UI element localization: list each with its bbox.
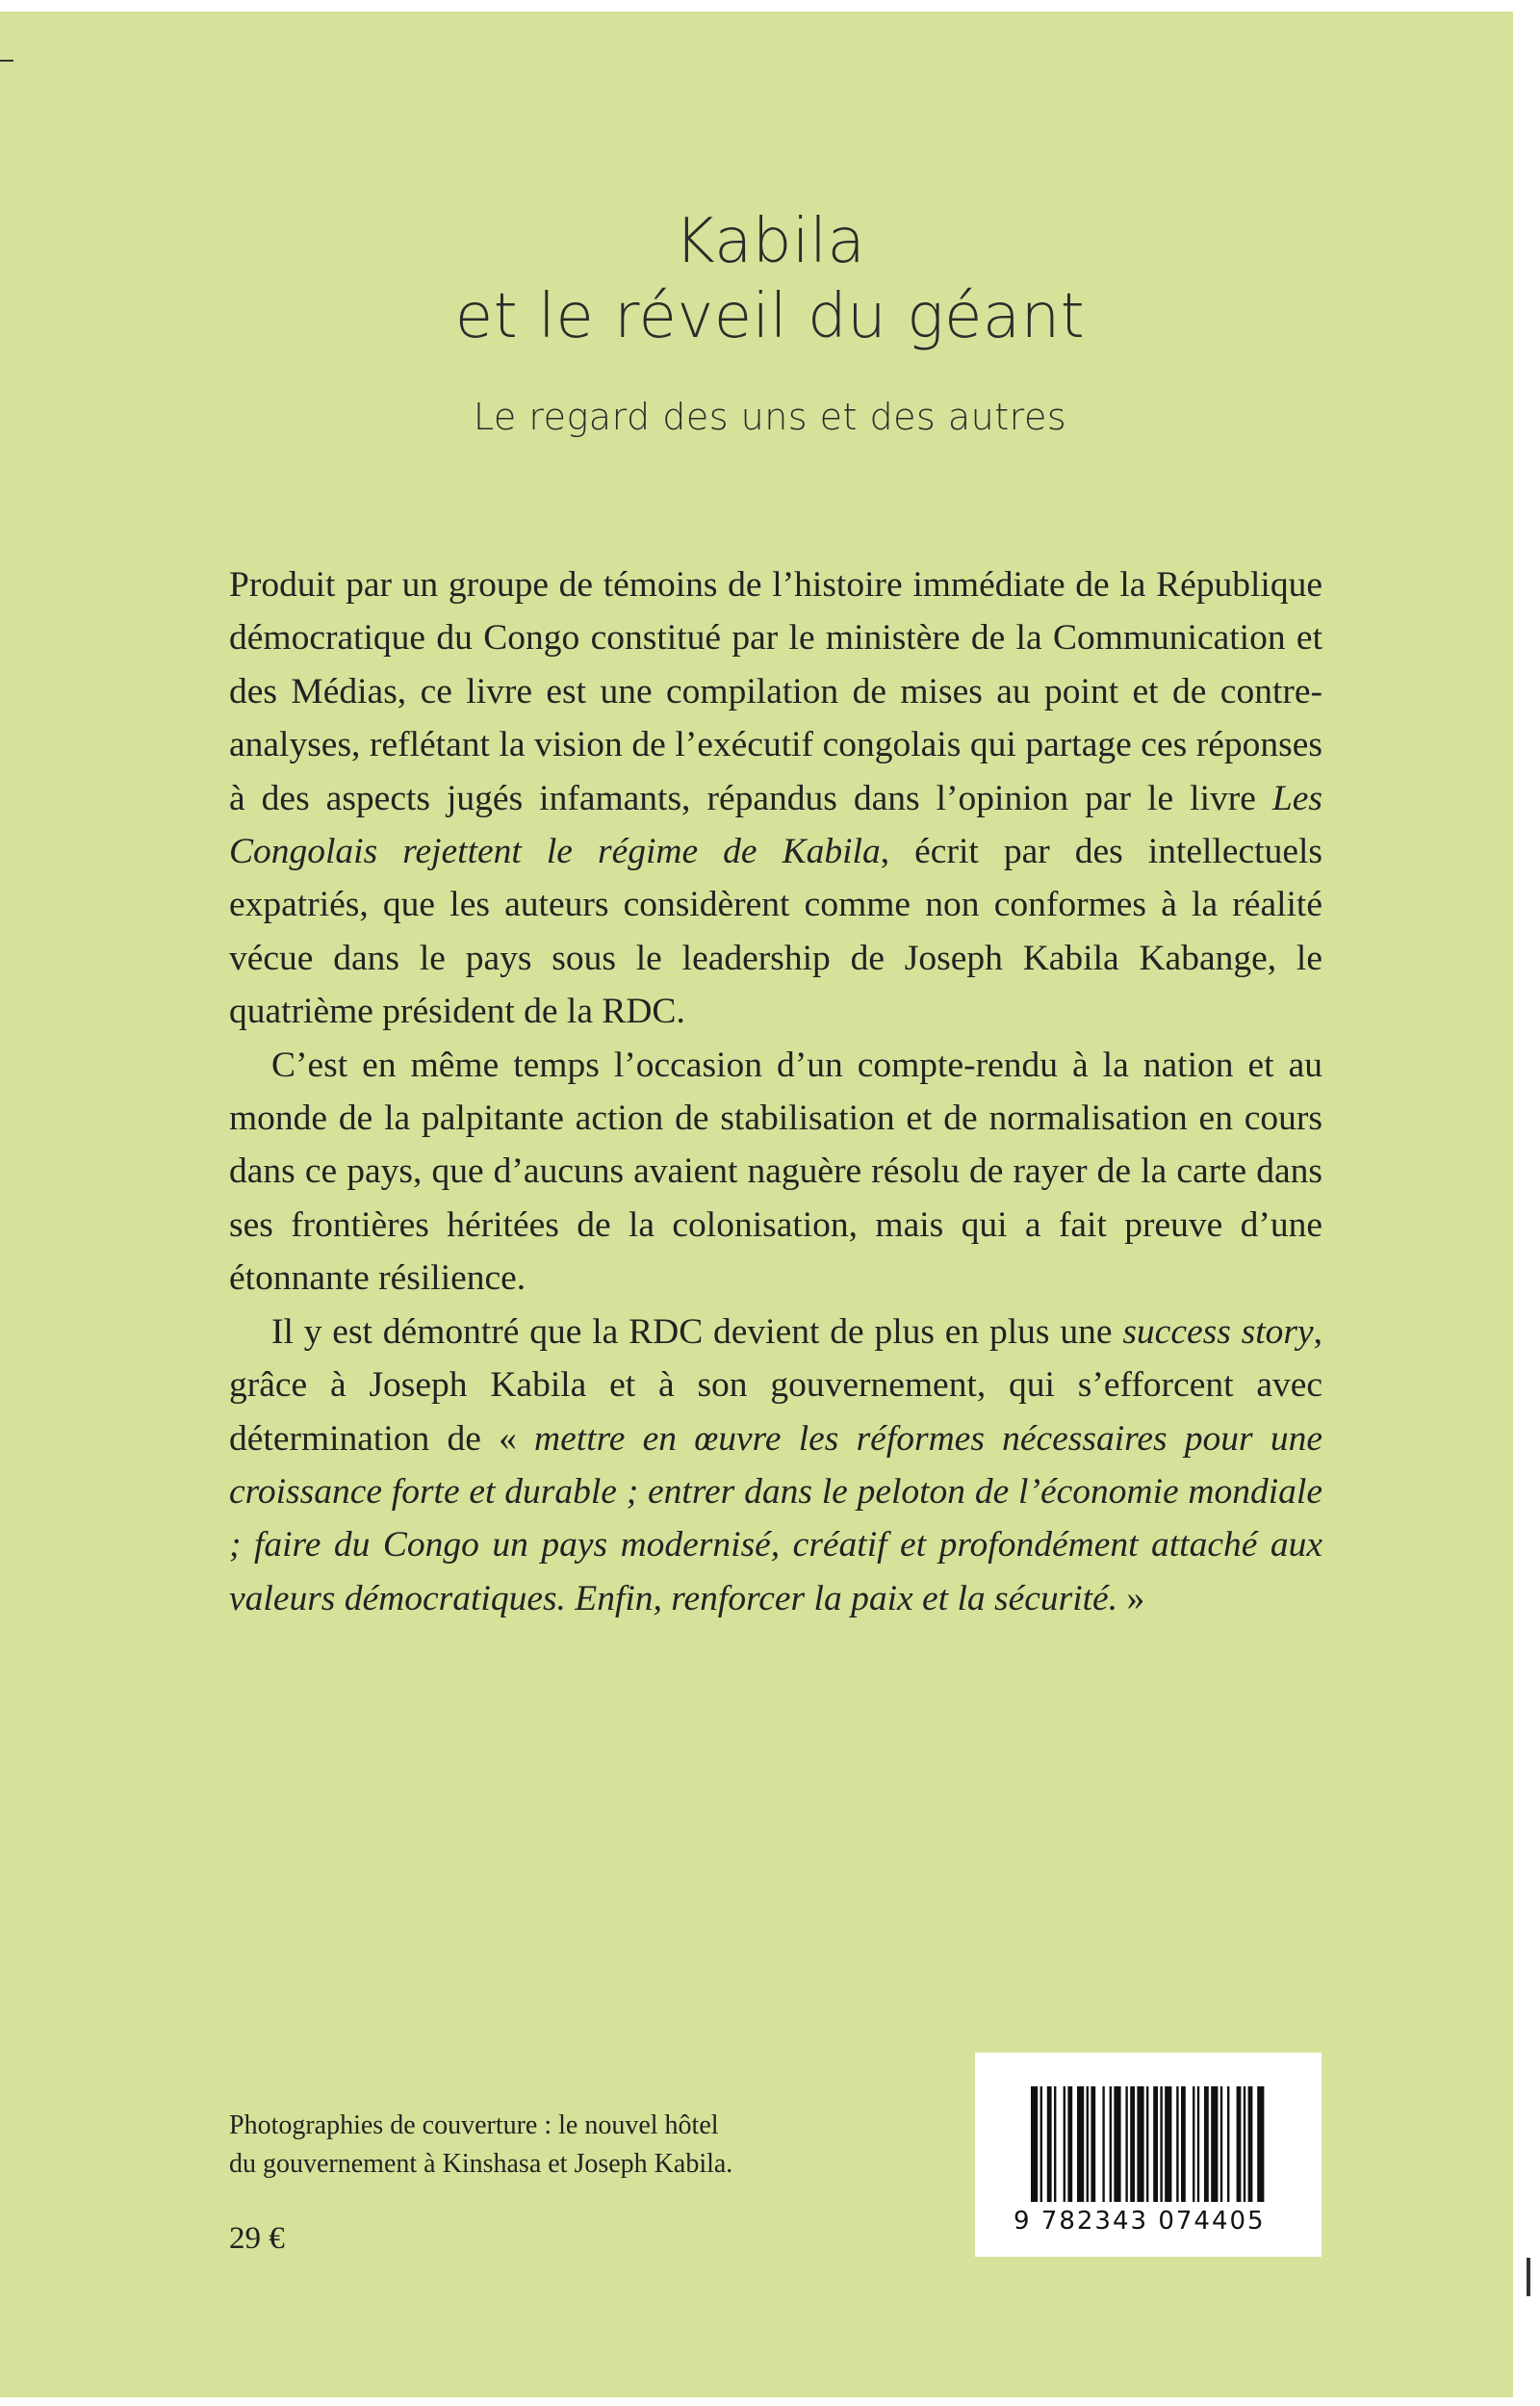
blurb-p3-text-c: » [1117, 1578, 1145, 1618]
book-title [0, 204, 1540, 354]
blurb-paragraph-3 [229, 1306, 1322, 1625]
barcode-bar [1091, 2086, 1095, 2202]
barcode-bar [1211, 2086, 1218, 2202]
barcode-bar [1204, 2086, 1209, 2202]
barcode-icon [1031, 2086, 1266, 2202]
barcode-bar [1130, 2086, 1135, 2202]
crop-mark [1527, 2258, 1530, 2296]
barcode-box [975, 2053, 1322, 2257]
blurb-p3-text-b: , grâce à Joseph Kabila et à son gouvernement, qui s’efforcent avec détermination de « [229, 1311, 1322, 1459]
barcode-bar [1248, 2086, 1253, 2202]
barcode-bar [1087, 2086, 1089, 2202]
barcode-bar [1160, 2086, 1162, 2202]
barcode-bar [1176, 2086, 1178, 2202]
barcode-bar [1077, 2086, 1084, 2202]
barcode-bar [1054, 2086, 1056, 2202]
barcode-bar [1031, 2086, 1038, 2202]
photo-credit-line-1: Photographies de couverture : le nouvel hôtel [229, 2110, 719, 2140]
barcode-bar [1125, 2086, 1127, 2202]
blurb-p3-text-a: Il y est démontré que la RDC devient de plus en plus une [271, 1311, 1123, 1352]
barcode-bar [1227, 2086, 1229, 2202]
blurb-p3-quote: mettre en œuvre les réformes nécessaires pour une croissance forte et durable ; entrer dans le peloton de l’économie mondiale ; faire du Congo un pays modernisé, créatif et profondément attaché aux valeurs démocratiques. Enfin, renforcer la paix et la sécurité. [229, 1418, 1322, 1618]
book-title-line-1: Kabila [674, 206, 866, 277]
blurb [229, 558, 1322, 1625]
barcode-bar [1237, 2086, 1242, 2202]
blurb-p3-italic-success-story: success story [1122, 1311, 1314, 1352]
photo-credit-line-2: du gouvernement à Kinshasa et Joseph Kabila. [229, 2149, 733, 2179]
book-title-line-2: et le réveil du géant [454, 281, 1086, 352]
blurb-paragraph-1 [229, 558, 1322, 1039]
barcode-bar [1102, 2086, 1104, 2202]
photo-credit [229, 2107, 807, 2184]
barcode-bar [1064, 2086, 1065, 2202]
blurb-p1-text-b: , écrit par des intellectuels expatriés, que les auteurs considèrent comme non conformes à la réalité vécue dans le pays sous le leadership de Joseph Kabila Kabange, le quatrième président de la RDC. [229, 832, 1322, 1032]
barcode-bar [1110, 2086, 1112, 2202]
barcode-bar [1040, 2086, 1042, 2202]
book-subtitle: Le regard des uns et des autres [473, 396, 1067, 438]
crop-mark [0, 60, 13, 62]
barcode-bar [1193, 2086, 1194, 2202]
barcode-bar [1146, 2086, 1148, 2202]
blurb-p1-text-a: Produit par un groupe de témoins de l’histoire immédiate de la République démocratique du Congo constitué par le ministère de la Communication et des Médias, ce livre est une compilation de mises au point et de contre-analyses, reflétant la vision de l’exécutif congolais qui partage ces réponses à des aspects jugés infamants, répandus dans l’opinion par le livre [229, 565, 1322, 818]
barcode-bar [1153, 2086, 1158, 2202]
barcode-bar [1137, 2086, 1143, 2202]
barcode-bar [1220, 2086, 1222, 2202]
barcode-bar [1197, 2086, 1199, 2202]
barcode-bar [1181, 2086, 1186, 2202]
price: 29 € [229, 2221, 285, 2256]
barcode-bar [1114, 2086, 1120, 2202]
page-edge [1513, 0, 1540, 2406]
barcode-bar [1165, 2086, 1171, 2202]
barcode-bar [1047, 2086, 1052, 2202]
barcode-bar [1244, 2086, 1245, 2202]
blurb-p1-book-reference: Les Congolais rejettent le régime de Kabila [229, 778, 1322, 872]
blurb-paragraph-2: C’est en même temps l’occasion d’un compte-rendu à la nation et au monde de la palpitante action de stabilisation et de normalisation en cours dans ce pays, que d’aucuns avaient naguère résolu de rayer de la carte dans ses frontières héritées de la colonisation, mais qui a fait preuve d’une étonnante résilience. [229, 1045, 1322, 1299]
barcode-bar [1067, 2086, 1072, 2202]
isbn-digits: 9 782343 074405 [1014, 2207, 1266, 2236]
barcode-bar [1257, 2086, 1264, 2202]
